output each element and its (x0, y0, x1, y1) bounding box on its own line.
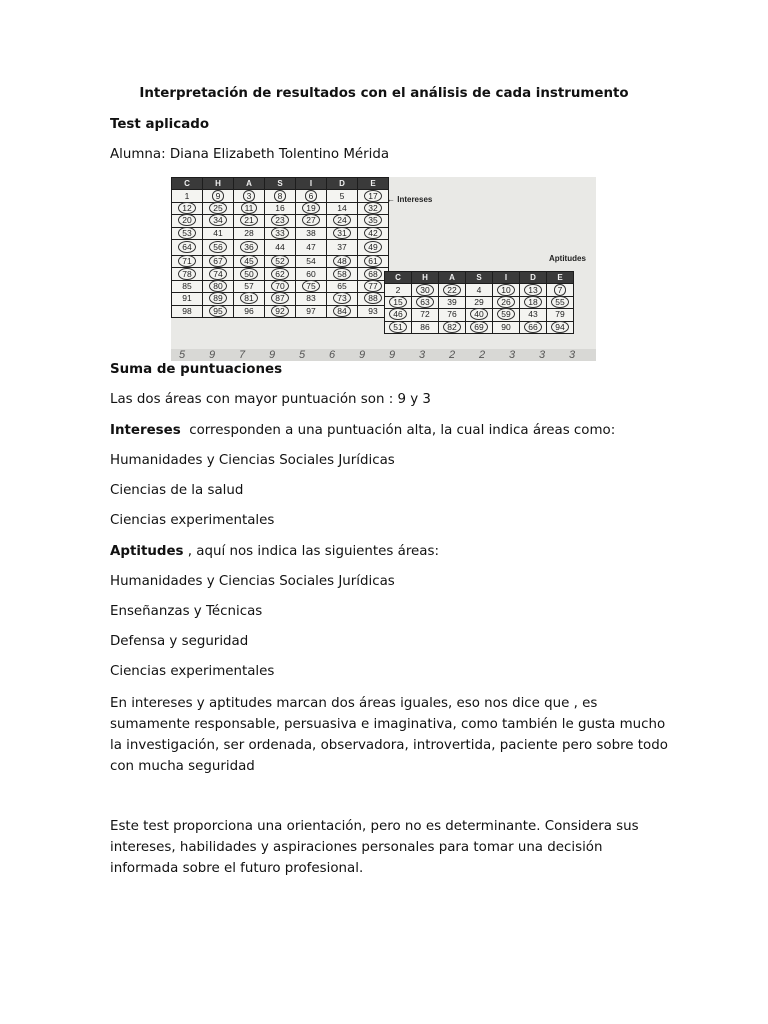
sheet-cell: 58 (327, 268, 358, 280)
test-sheet-image (171, 177, 596, 361)
aptitude-row (385, 296, 574, 308)
sheet-cell: 54 (296, 255, 327, 267)
sheet-cell: 62 (265, 268, 296, 280)
sheet-cell: 83 (296, 293, 327, 305)
sheet-cell: 41 (203, 227, 234, 239)
bottom-sums (171, 349, 596, 361)
student-line: Alumna: Diana Elizabeth Tolentino Mérida (110, 147, 390, 162)
sheet-cell: 51 (385, 321, 412, 333)
sheet-cell: 90 (493, 321, 520, 333)
aptitude-row (385, 321, 574, 333)
sheet-cell: 72 (412, 309, 439, 321)
sum-digit: 7 (239, 349, 246, 361)
interest-row (172, 227, 389, 239)
interests-line (110, 422, 615, 439)
sheet-cell: C (385, 272, 412, 284)
aptitude-grid (384, 271, 574, 334)
sum-digit: 5 (299, 349, 306, 361)
interest-row (172, 239, 389, 255)
sheet-cell: C (172, 178, 203, 190)
sheet-cell: 87 (265, 293, 296, 305)
sheet-cell: 40 (466, 309, 493, 321)
sheet-cell: 9 (203, 190, 234, 202)
aptitude-row (172, 293, 389, 305)
sheet-cell: 34 (203, 215, 234, 227)
sheet-cell: 56 (203, 239, 234, 255)
sheet-cell: 76 (439, 309, 466, 321)
sheet-cell: 25 (203, 202, 234, 214)
sheet-cell: 74 (203, 268, 234, 280)
sum-digit: 3 (419, 349, 426, 361)
aptitude-area: Defensa y seguridad (110, 634, 249, 649)
interest-area: Ciencias de la salud (110, 483, 244, 498)
sheet-cell: 50 (234, 268, 265, 280)
aptitudes-text: , aquí nos indica las siguientes áreas: (183, 544, 439, 559)
interest-area: Ciencias experimentales (110, 513, 275, 528)
sum-digit: 3 (569, 349, 576, 361)
sheet-cell: 73 (327, 293, 358, 305)
sheet-cell: 36 (234, 239, 265, 255)
sheet-cell: 32 (358, 202, 389, 214)
sheet-cell: 26 (493, 296, 520, 308)
sum-line: Las dos áreas con mayor puntuación son : 9 y 3 (110, 392, 431, 407)
sheet-cell: 84 (327, 305, 358, 317)
sheet-cell: 65 (327, 280, 358, 292)
sheet-cell: 8 (265, 190, 296, 202)
sheet-cell: 49 (358, 239, 389, 255)
sheet-cell: A (439, 272, 466, 284)
sum-digit: 9 (269, 349, 276, 361)
sheet-cell: 53 (172, 227, 203, 239)
sheet-cell: 13 (520, 284, 547, 296)
sheet-cell: E (358, 178, 389, 190)
sheet-cell: 93 (358, 305, 389, 317)
aptitudes-line (110, 543, 439, 560)
sheet-cell: 14 (327, 202, 358, 214)
sheet-cell: 10 (493, 284, 520, 296)
sum-digit: 9 (359, 349, 366, 361)
sheet-cell: 95 (203, 305, 234, 317)
sheet-cell: 46 (385, 309, 412, 321)
sheet-cell: 43 (520, 309, 547, 321)
sheet-cell: 97 (296, 305, 327, 317)
sheet-cell: 4 (466, 284, 493, 296)
sheet-cell: 61 (358, 255, 389, 267)
interests-text: corresponden a una puntuación alta, la cual indica áreas como: (180, 423, 616, 438)
sum-digit: 2 (479, 349, 486, 361)
sheet-cell: 11 (234, 202, 265, 214)
sheet-cell: 1 (172, 190, 203, 202)
sheet-cell: 37 (327, 239, 358, 255)
grid-header-row (172, 178, 389, 190)
sheet-cell: 16 (265, 202, 296, 214)
sheet-cell: 20 (172, 215, 203, 227)
sheet-cell: 64 (172, 239, 203, 255)
sheet-cell: 48 (327, 255, 358, 267)
sheet-cell: 57 (234, 280, 265, 292)
sheet-cell: D (520, 272, 547, 284)
aptitude-header-row (385, 272, 574, 284)
sheet-cell: 31 (327, 227, 358, 239)
sheet-cell: 27 (296, 215, 327, 227)
sheet-cell: H (412, 272, 439, 284)
aptitude-area: Enseñanzas y Técnicas (110, 604, 263, 619)
sheet-cell: 92 (265, 305, 296, 317)
sheet-cell: 78 (172, 268, 203, 280)
sheet-cell: 7 (547, 284, 574, 296)
sheet-cell: 42 (358, 227, 389, 239)
sheet-cell: 21 (234, 215, 265, 227)
sheet-cell: 80 (203, 280, 234, 292)
sheet-cell: A (234, 178, 265, 190)
sheet-cell: 68 (358, 268, 389, 280)
sheet-cell: 17 (358, 190, 389, 202)
aptitude-row (172, 268, 389, 280)
sum-heading: Suma de puntuaciones (110, 362, 283, 377)
sheet-cell: I (493, 272, 520, 284)
aptitude-row (385, 284, 574, 296)
sheet-cell: 24 (327, 215, 358, 227)
test-heading: Test aplicado (110, 117, 210, 132)
sheet-cell: 3 (234, 190, 265, 202)
aptitudes-label: Aptitudes (549, 254, 586, 263)
sheet-cell: 52 (265, 255, 296, 267)
sheet-cell: 86 (412, 321, 439, 333)
sheet-cell: 71 (172, 255, 203, 267)
sheet-cell: 81 (234, 293, 265, 305)
sheet-cell: 22 (439, 284, 466, 296)
sheet-cell: S (466, 272, 493, 284)
sheet-cell: 91 (172, 293, 203, 305)
sheet-cell: 28 (234, 227, 265, 239)
aptitude-row (172, 305, 389, 317)
sheet-cell: 94 (547, 321, 574, 333)
sheet-cell: I (296, 178, 327, 190)
sheet-cell: 19 (296, 202, 327, 214)
sheet-cell: 85 (172, 280, 203, 292)
sheet-cell: 29 (466, 296, 493, 308)
sum-digit: 9 (389, 349, 396, 361)
sheet-cell: 69 (466, 321, 493, 333)
sum-digit: 3 (539, 349, 546, 361)
aptitude-area: Humanidades y Ciencias Sociales Jurídicas (110, 574, 395, 589)
sheet-cell: 82 (439, 321, 466, 333)
sheet-cell: 30 (412, 284, 439, 296)
sheet-cell: 98 (172, 305, 203, 317)
sheet-cell: 15 (385, 296, 412, 308)
sheet-cell: 38 (296, 227, 327, 239)
aptitudes-label-text: Aptitudes (110, 544, 184, 559)
sheet-cell: 70 (265, 280, 296, 292)
sheet-cell: 55 (547, 296, 574, 308)
sheet-cell: 6 (296, 190, 327, 202)
conclusion-paragraph: En intereses y aptitudes marcan dos áreas iguales, eso nos dice que , es sumamente responsable, persuasiva e imaginativa, como también le gusta mucho la investigación, ser ordenada, observadora, introvertida, paciente pero sobre todo con mucha seguridad (110, 696, 668, 774)
aptitude-row (172, 255, 389, 267)
aptitude-row (172, 280, 389, 292)
sheet-cell: 23 (265, 215, 296, 227)
sheet-cell: 88 (358, 293, 389, 305)
aptitude-row (385, 309, 574, 321)
sum-digit: 6 (329, 349, 336, 361)
sheet-cell: D (327, 178, 358, 190)
interest-grid (171, 177, 389, 318)
aptitude-area: Ciencias experimentales (110, 664, 275, 679)
sheet-cell: 47 (296, 239, 327, 255)
sum-digit: 2 (449, 349, 456, 361)
sheet-cell: 60 (296, 268, 327, 280)
sheet-cell: 77 (358, 280, 389, 292)
sheet-cell: 59 (493, 309, 520, 321)
sheet-cell: 67 (203, 255, 234, 267)
sum-digit: 3 (509, 349, 516, 361)
sheet-cell: 33 (265, 227, 296, 239)
sheet-cell: 39 (439, 296, 466, 308)
sheet-cell: 89 (203, 293, 234, 305)
interest-area: Humanidades y Ciencias Sociales Jurídicas (110, 453, 395, 468)
sheet-cell: 75 (296, 280, 327, 292)
sheet-cell: 79 (547, 309, 574, 321)
sheet-cell: 35 (358, 215, 389, 227)
sheet-cell: 63 (412, 296, 439, 308)
interest-row (172, 202, 389, 214)
sheet-cell: 18 (520, 296, 547, 308)
closing-paragraph: Este test proporciona una orientación, pero no es determinante. Considera sus intereses, habilidades y aspiraciones personales para tomar una decisión informada sobre el futuro profesional. (110, 819, 639, 876)
page-title: Interpretación de resultados con el análisis de cada instrumento (139, 86, 629, 101)
sheet-cell: 96 (234, 305, 265, 317)
sheet-cell: 12 (172, 202, 203, 214)
sheet-cell: 44 (265, 239, 296, 255)
interests-label-text: Intereses (110, 423, 181, 438)
sheet-cell: E (547, 272, 574, 284)
sheet-cell: 45 (234, 255, 265, 267)
sheet-cell: 2 (385, 284, 412, 296)
sum-digit: 9 (209, 349, 216, 361)
sheet-cell: 5 (327, 190, 358, 202)
sheet-cell: 66 (520, 321, 547, 333)
interest-row (172, 215, 389, 227)
sheet-cell: S (265, 178, 296, 190)
interests-label: ← Intereses (387, 195, 433, 204)
sum-digit: 5 (179, 349, 186, 361)
interest-row (172, 190, 389, 202)
sheet-cell: H (203, 178, 234, 190)
